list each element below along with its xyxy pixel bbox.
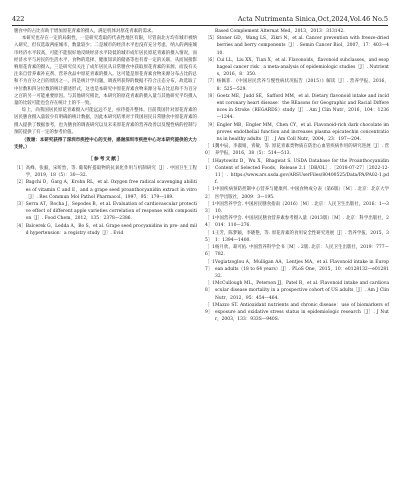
reference-number: ［19］ [205, 302, 215, 315]
reference-text: Cui LL，Liu XX，Tian X，et al. Flavonoids，flavonoid subclasses，and esophageal cancer risk：a meta-analysis of epidemiologic studies［J］. Nutrients，2016，8：350. [216, 57, 389, 78]
reference-number: ［1］ [14, 166, 26, 172]
reference-text: Serra AT，Rocha J，Sepodes B，et al. Evaluation of cardiovascular protective effect of different apple varieties correlation of response with composition［J］. Food Chem，2012，135：2378—2386. [25, 202, 197, 222]
reference-text: Vogiatzoglou A，Mulligan AA，Lentjes MA，et al. Flavonoid intake in European adults（18 to 64 years）［J］. PLoS One，2015，10：e0128132—e0128132. [215, 259, 389, 279]
left-column [14, 28, 197, 237]
page-header [12, 12, 388, 23]
reference-item [14, 165, 197, 179]
reference-item [14, 223, 197, 237]
reference-number: ［5］ [205, 36, 217, 42]
reference-number: ［7］ [205, 79, 217, 85]
reference-number: ［11］ [205, 158, 215, 171]
reference-text: 杨佩菲. 《中国居民营养与慢性病状况报告（2015）》解读［J］. 营养学报，2016，8：525—529. [216, 79, 389, 92]
reference-item [205, 28, 389, 35]
reference-item [205, 201, 389, 215]
reference-number: ［12］ [205, 187, 215, 200]
reference-item [205, 244, 389, 258]
reference-number: ［9］ [205, 122, 217, 128]
reference-text: 王芳，陈梦颖，李晓艳，等. 原花青素的食用安全性研究进展［J］. 营养学报，2015，31：1394—1400. [215, 230, 389, 243]
reference-text: Goetz ME，Judd SE，Safford MM，et al. Dietary flavonoid intake and incident coronary heart disease：the REasons for Geographic and Racial Differences in Stroke（REGARDS）study［J］. Am J Clin Nutr，2016，104：1236—1244. [216, 93, 389, 121]
reference-item [205, 280, 389, 302]
reference-item [205, 230, 389, 244]
acknowledgement: （致谢：本研究获得了深圳市疾控中心的支持，感谢深圳市疾控中心对本研究提供的大力支持。） [14, 138, 197, 151]
reference-number: ［17］ [205, 259, 215, 272]
reference-number [205, 28, 215, 35]
reference-number: ［6］ [205, 57, 217, 63]
reference-text: Stoner GD，Wang LS，Zikri N，et al. Cancer prevention with freeze-dried berries and berry components［J］. Semin Cancer Biol，2007，17：403—410. [216, 36, 389, 56]
reference-text: McCullough ML，Peterson JJ，Patel R，et al. Flavonoid intake and cardiovascular disease mortality in a prospective cohort of US adults［J］. Am J Clin Nutr，2012，95：454—464. [215, 281, 389, 301]
reference-list [14, 165, 197, 237]
reference-item [205, 122, 389, 144]
reference-item [205, 215, 389, 229]
reference-number: ［15］ [205, 230, 215, 243]
reference-number: ［10］ [205, 144, 215, 157]
reference-text: Balcerek G，Ledda A，Bo S，et al. Grape seed procyanidins in pre- and mild hypertension：a registry study［J］. Evid [25, 223, 197, 236]
body-paragraph: 综上，尚我国居民原花青素摄入可能远远不足，亟待提升整体。目前我国针对原花青素的居民膳食摄入量较少有明确的统计数据，因此本研究结果对于我国居民日常膳食中原花青素的摄入提供了数据参考，也为膳食的调查研究以及未来原花青素的营养改善以及慢性病的控制与预防提供了有一定的参考价值。 [14, 108, 197, 135]
reference-item [205, 259, 389, 281]
page-number: 422 [12, 15, 25, 23]
reference-text: 中国营养学会. 中国居民膳食营养素参考摄入量（2013版）［M］. 北京：科学出版社，2014：110—276. [215, 216, 389, 229]
reference-text: Based Complement Alternat Med，2013，2013：313142. [215, 29, 345, 34]
header-rule [12, 25, 388, 26]
reference-number: ［18］ [205, 281, 215, 294]
reference-item [205, 158, 389, 187]
references-heading: ［参考文献］ [88, 155, 123, 162]
reference-text: Engler MB，Engler MM，Chen CY，et al. Flavonoid-rich dark chocolate improves endothelial function and increases plasma epicatechin concentrations in healthy adults［J］. J Am Coll Nutr，2004，23：197—204. [216, 122, 389, 143]
body-paragraph: 膳食中的占比有助于增加原花青素的摄入，满足机体对原花青素的需求。 [14, 29, 156, 34]
reference-item [205, 57, 389, 79]
reference-number: ［8］ [205, 93, 217, 99]
body-paragraph: 本研究也存在一定的局限性，一是研究选取的代表性地区有限，尽管南北方均有城市被纳入研究，但仅选取两座城市，数量较少；二是城市的经济水平也没有充分考虑，纳入的两座城市经济水平较高，可能不能很好地反映经济水平较低的城市成年居民原花青素的摄入情况，而经济水平与居民的生活水平、食物的选择、健康知识的储备等也有着一定的关联，从而间接影响原花青素的摄入。三是研究仅关注了成年居民从日常膳食中获取原花青素的来源，而没有关注来自营养素补充剂、营养食品中原花青素的摄入。这可能是原花青素食物来源分布占比的总和不为百分之百的原因之一。四是统计学问题，调查所获得的数据不符合正态分布，故选取了中位数和四分位数的统计描述形式，这也是本研究中原花青素食物来源分布占比总和不为百分之百的另一可能重要原因。与其他研究相比，本研究的原花青素的摄入量与其他研究平均摄入量的比较可能也会存在统计上的不一致。 [14, 36, 197, 107]
reference-text: 杨月欣，葛可佑. 中国营养科学全书［M］. 2版. 北京：人民卫生出版社，2019：777—782. [215, 245, 389, 258]
reference-item [205, 302, 389, 324]
reference-list [205, 28, 389, 323]
reference-text: Bagchi D，Garg A，Krohn RL，et al. Oxygen free radical scavenging abilities of vitamin C and E，and a grape seed proanthocyanidin extract in vitro［J］. Res Commun Mol Pathol Pharmacol，1997，95：179—189. [25, 180, 197, 200]
reference-item [14, 201, 197, 223]
reference-number: ［2］ [14, 180, 26, 186]
reference-text: 高峰，张毅，宋昕怡，等. 葡萄籽提取物的抗氧化作用与机制研究［J］. 中国卫生工程学，2019，18（5）：30—32. [25, 166, 197, 179]
reference-item [205, 93, 389, 122]
reference-number: ［3］ [14, 202, 26, 208]
right-column [205, 28, 389, 323]
reference-item [205, 186, 389, 200]
reference-item [205, 143, 389, 157]
reference-item [205, 78, 389, 92]
reference-text: Haytowitz D，Wu X，Bhagwat S. USDA Database for the Proanthocyanidin Content of Selected Foods，Release 2.1［DB/OL］.［2018-07-27］［2022-12-11］. https://www.ars.usda.gov/ARSUserFiles/80400525/Data/PA/PA02-1.pdf. [215, 158, 389, 186]
reference-number: ［14］ [205, 216, 215, 229]
reference-text: 中国营养学会. 中国居民膳食指南（2016）［M］. 北京：人民卫生出版社，2016：1—310. [215, 201, 389, 215]
reference-number: ［13］ [205, 201, 215, 215]
reference-item [14, 179, 197, 201]
reference-number: ［4］ [14, 223, 26, 229]
journal-citation: Acta Nutrimenta Sinica,Oct,2024,Vol.46 No.5 [237, 15, 388, 23]
reference-text: 中国疾病预防控制中心营养与健康所. 中国食物成分表（第6版）［M］. 北京：北京大学医学出版社，2009：3—195. [215, 187, 389, 200]
reference-number: ［16］ [205, 245, 215, 258]
reference-text: 魏中辰，李淑娟，青敏，等. 原花青素类物质在防治心血管疾病作用的研究进展［J］. 营养学报，2016，38（5）：514—513. [215, 144, 389, 157]
reference-item [205, 35, 389, 57]
reference-text: Mazzo ST. Antioxidant nutrients and chronic disease：use of biomarkers of exposure and oxidative stress status in epidemiologic research［J］. J Nutr，2003，133：933S—940S. [215, 302, 389, 323]
